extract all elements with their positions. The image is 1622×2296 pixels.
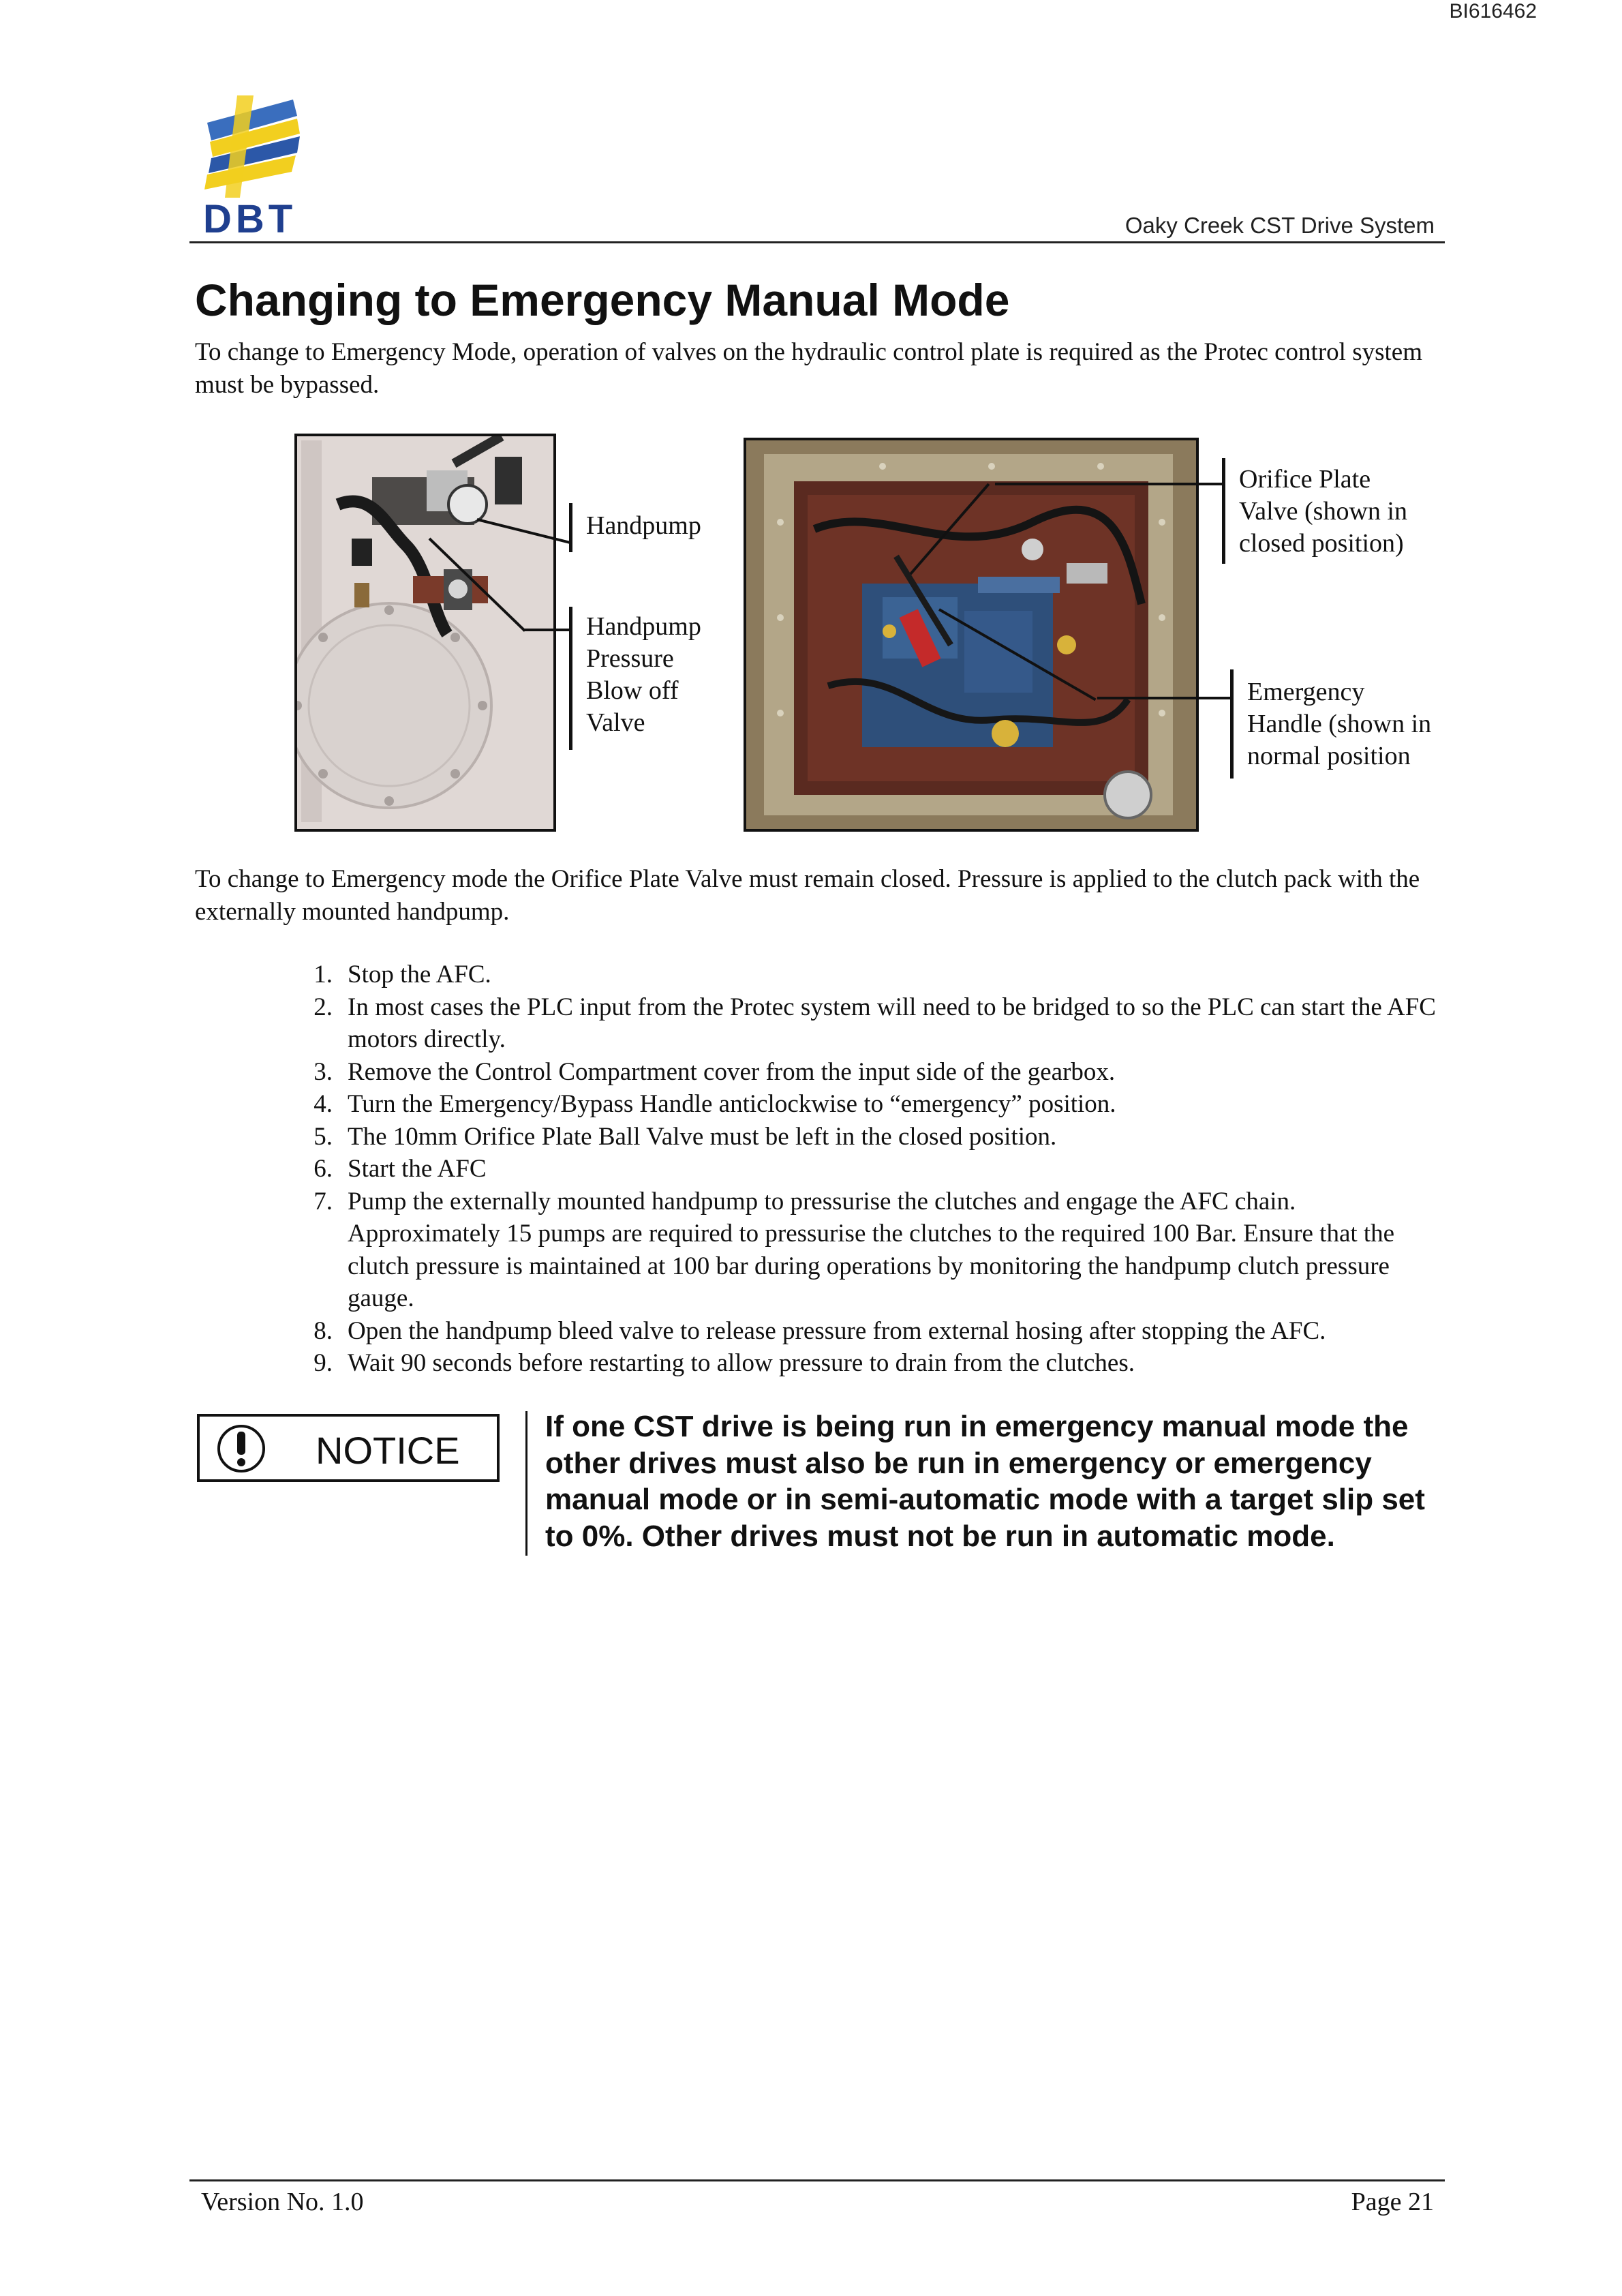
- list-item: [273, 1185, 1445, 1315]
- notice-label: NOTICE: [316, 1429, 460, 1472]
- label-blow-off-valve: [586, 611, 701, 739]
- step-number: 2.: [313, 993, 333, 1021]
- step-text: Open the handpump bleed valve to release pressure from external hosing after stopping the AFC.: [348, 1316, 1326, 1345]
- label-line: Orifice Plate: [1239, 465, 1371, 494]
- list-item: [273, 991, 1445, 1056]
- procedure-steps-list: [273, 958, 1445, 1380]
- notice-divider: [525, 1411, 527, 1556]
- label-line: Emergency: [1247, 678, 1365, 706]
- handpump-photo: [294, 434, 556, 832]
- step-text: In most cases the PLC input from the Protec system will need to be bridged to so the PLC can start the AFC motors directly.: [348, 993, 1436, 1053]
- label-line: normal position: [1247, 742, 1411, 770]
- exclamation-icon: [216, 1423, 266, 1474]
- list-item: [273, 1056, 1445, 1089]
- list-item: [273, 1088, 1445, 1121]
- list-item: [273, 1121, 1445, 1153]
- list-item: [273, 1315, 1445, 1348]
- header-divider: [189, 241, 1445, 243]
- label-handpump: Handpump: [586, 511, 701, 540]
- emergency-callout-bar: [1230, 669, 1234, 779]
- label-line: Valve: [586, 708, 645, 737]
- notice-text: If one CST drive is being run in emergency manual mode the other drives must also be run in emergency or emergency manual mode or in semi-automatic mode with a target slip set to 0%. Other drives must not be run in automatic mode.: [545, 1410, 1425, 1553]
- orifice-callout-bar: [1222, 458, 1225, 564]
- step-number: 4.: [313, 1090, 333, 1118]
- version-number: Version No. 1.0: [201, 2188, 364, 2216]
- step-text: Pump the externally mounted handpump to pressurise the clutches and engage the AFC chain. Approximately 15 pumps are required to pressurise the clutches to the required 100 Bar. Ensure that the clutch pressure is maintained at 100 bar during operations by monitoring the handpump clutch pressure gauge.: [348, 1187, 1395, 1312]
- label-line: Blow off: [586, 676, 679, 705]
- handpump-callout-bar: [569, 503, 572, 552]
- notice-box: [197, 1414, 500, 1482]
- step-text: Turn the Emergency/Bypass Handle anticlockwise to “emergency” position.: [348, 1090, 1116, 1118]
- page-number: Page 21: [1351, 2188, 1434, 2216]
- blow-off-leader-horizontal: [523, 629, 570, 631]
- step-number: 1.: [313, 961, 333, 988]
- step-number: 3.: [313, 1057, 333, 1086]
- step-text: The 10mm Orifice Plate Ball Valve must be left in the closed position.: [348, 1122, 1057, 1151]
- label-line: Handpump: [586, 612, 701, 641]
- label-orifice-plate-valve: [1239, 464, 1407, 560]
- list-item: [273, 1153, 1445, 1185]
- step-number: 7.: [313, 1187, 333, 1215]
- step-number: 9.: [313, 1349, 333, 1377]
- step-number: 5.: [313, 1122, 333, 1151]
- step-number: 6.: [313, 1155, 333, 1183]
- label-line: Handle (shown in: [1247, 710, 1432, 738]
- emergency-leader-horizontal: [1097, 697, 1231, 699]
- header-title: Oaky Creek CST Drive System: [1124, 213, 1435, 238]
- control-compartment-photo: [744, 438, 1199, 832]
- logo-text: DBT: [203, 197, 297, 241]
- list-item: [273, 958, 1445, 991]
- step-text: Stop the AFC.: [348, 961, 491, 988]
- label-line: Pressure: [586, 644, 674, 673]
- label-line: closed position): [1239, 529, 1404, 558]
- orifice-leader-horizontal: [995, 483, 1223, 485]
- step-text: Start the AFC: [348, 1155, 487, 1183]
- intro-paragraph: To change to Emergency Mode, operation of valves on the hydraulic control plate is required as the Protec control system must be bypassed.: [195, 338, 1422, 399]
- label-emergency-handle: [1247, 676, 1431, 772]
- page-title: Changing to Emergency Manual Mode: [195, 275, 1010, 325]
- list-item: [273, 1347, 1445, 1380]
- document-id: BI616462: [1449, 0, 1537, 22]
- step-text: Remove the Control Compartment cover from the input side of the gearbox.: [348, 1057, 1116, 1086]
- label-line: Valve (shown in: [1239, 497, 1407, 526]
- step-text: Wait 90 seconds before restarting to allow pressure to drain from the clutches.: [348, 1349, 1135, 1377]
- procedure-intro-paragraph: To change to Emergency mode the Orifice Plate Valve must remain closed. Pressure is applied to the clutch pack with the externally mounted handpump.: [195, 865, 1420, 926]
- footer-divider: [189, 2179, 1445, 2181]
- step-number: 8.: [313, 1316, 333, 1345]
